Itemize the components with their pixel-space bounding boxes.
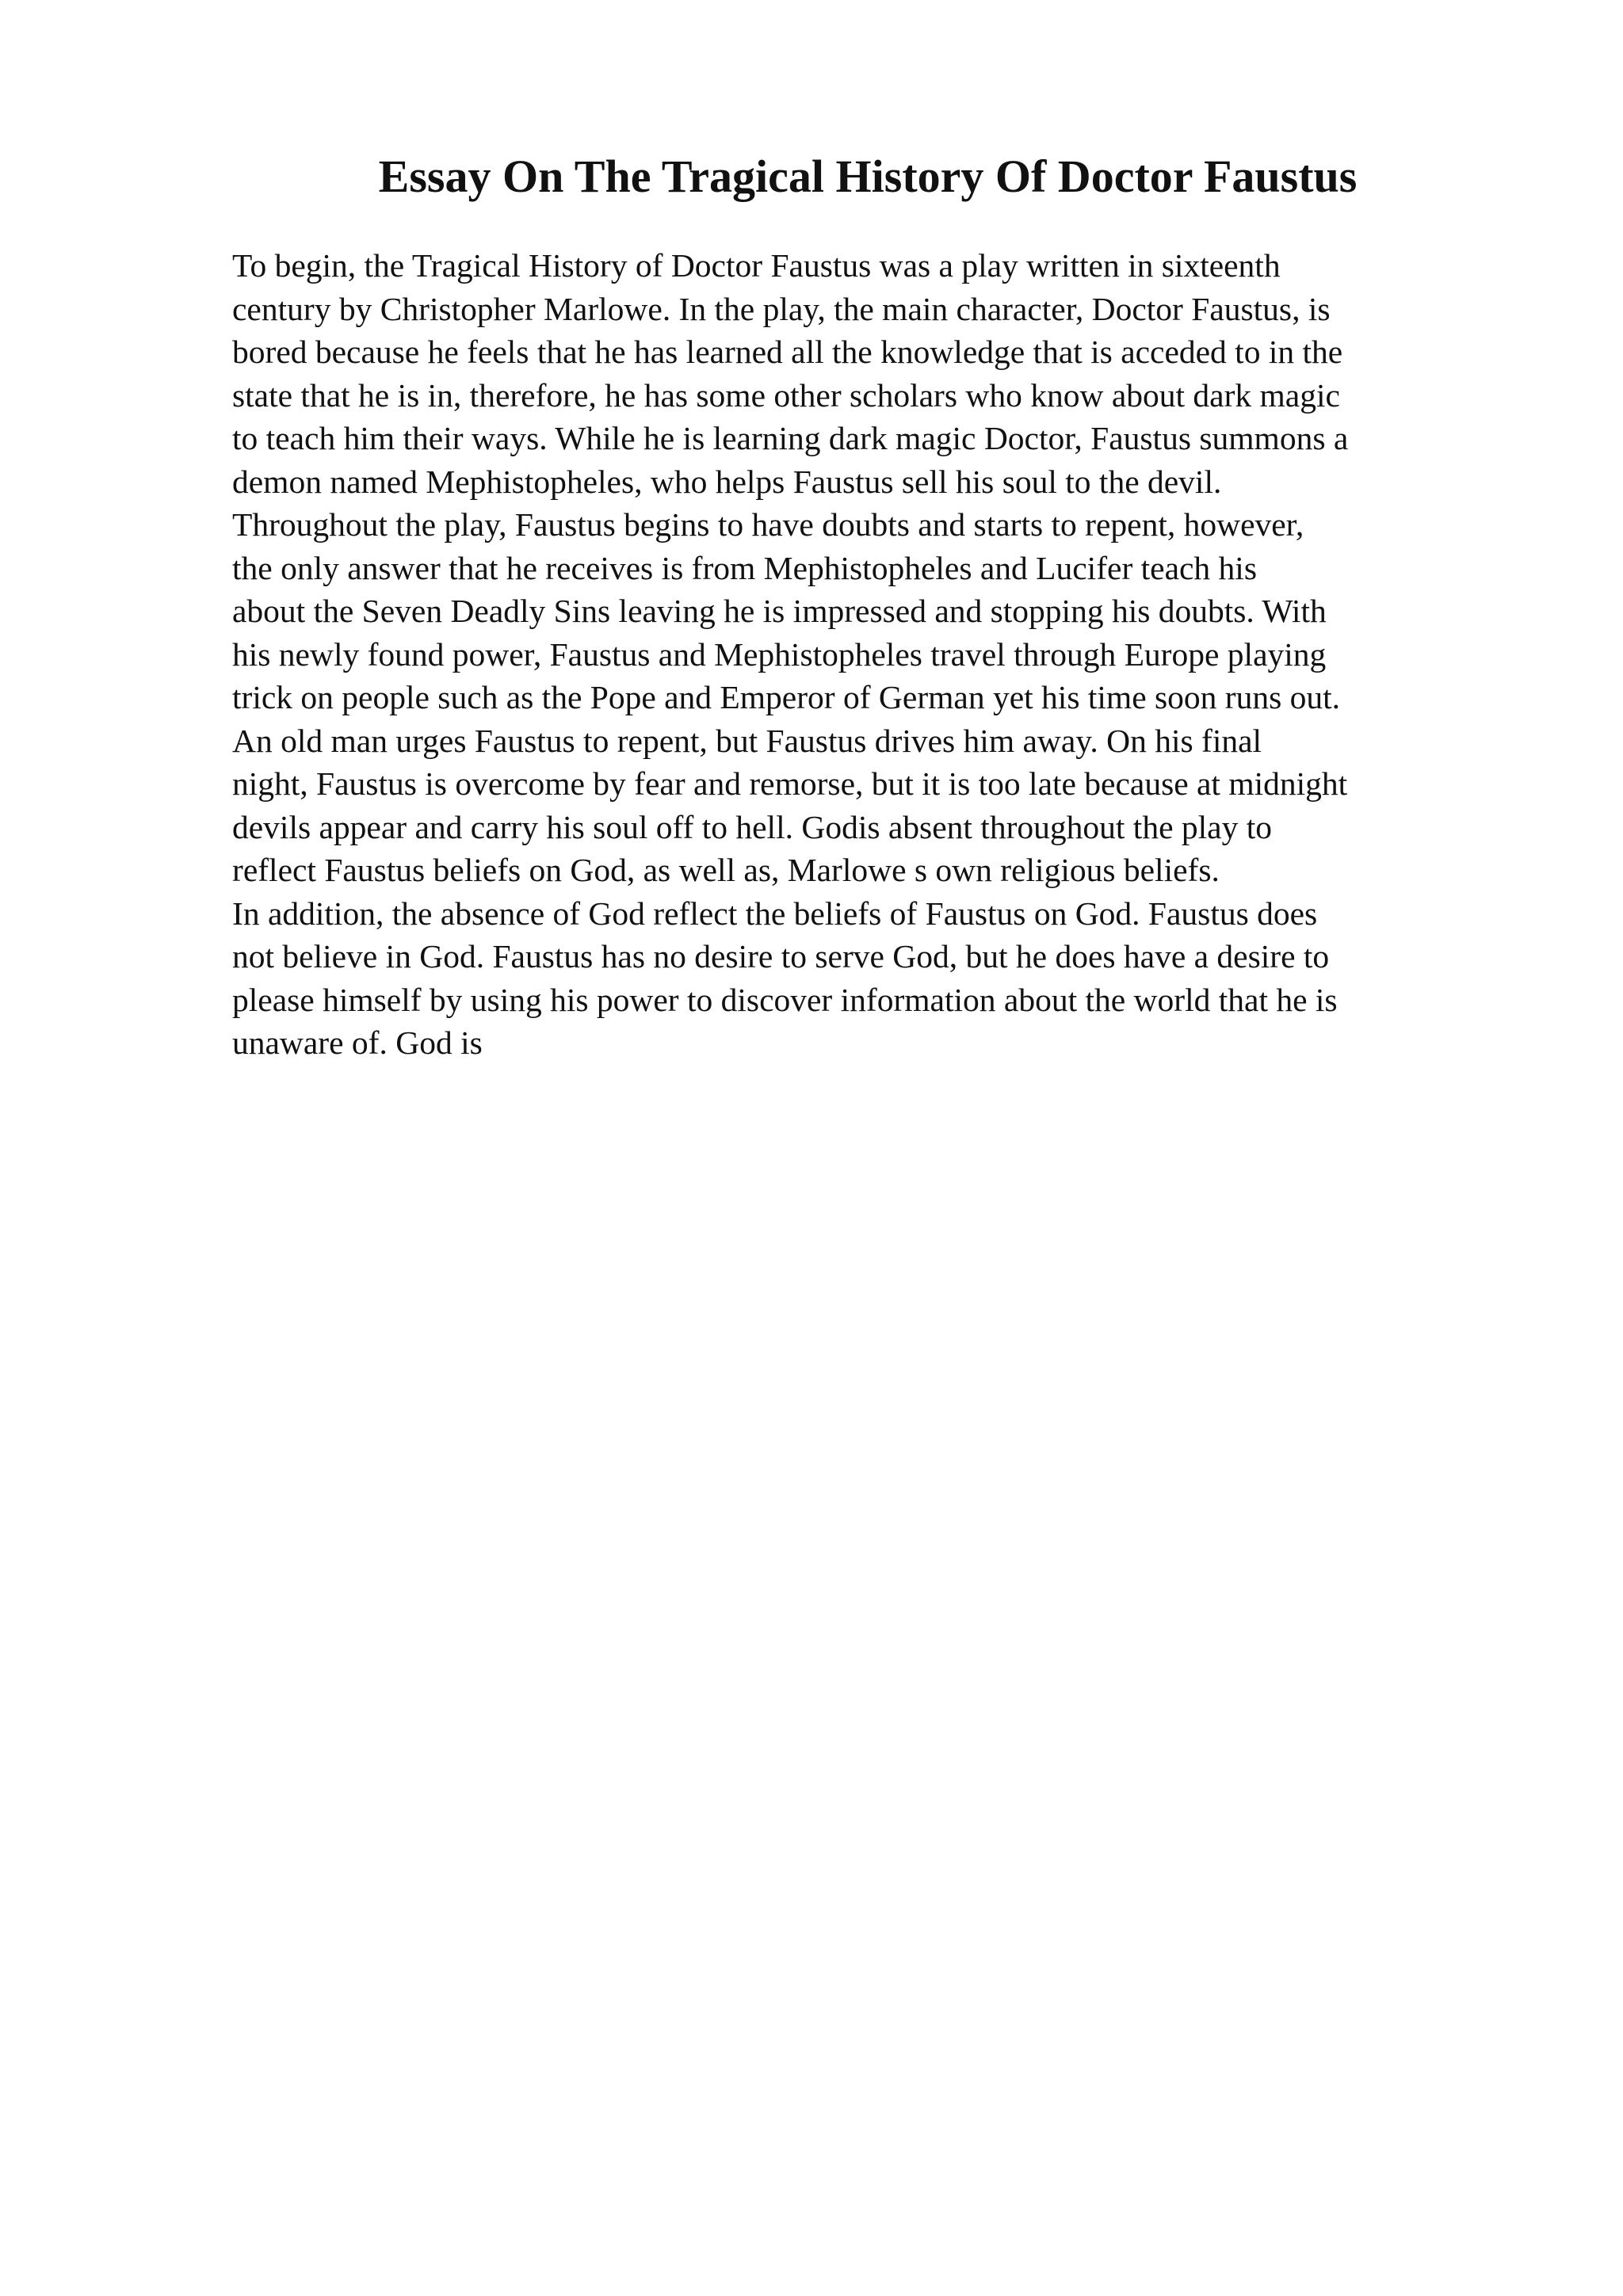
- body-line: In addition, the absence of God reflect the beliefs of Faustus on God. Faustus does: [232, 894, 1318, 932]
- essay-title: Essay On The Tragical History Of Doctor Faustus: [378, 151, 1358, 202]
- body-line: the only answer that he receives is from Mephistopheles and Lucifer teach his: [232, 549, 1257, 586]
- body-line: century by Christopher Marlowe. In the play, the main character, Doctor Faustus, is: [232, 290, 1331, 327]
- body-line: his newly found power, Faustus and Mephistopheles travel through Europe playing: [232, 635, 1327, 673]
- body-line: devils appear and carry his soul off to hell. Godis absent throughout the play to: [232, 808, 1272, 845]
- body-line: not believe in God. Faustus has no desire to serve God, but he does have a desire to: [232, 938, 1330, 974]
- body-line: about the Seven Deadly Sins leaving he is impressed and stopping his doubts. With: [232, 593, 1327, 629]
- body-line: An old man urges Faustus to repent, but Faustus drives him away. On his final: [232, 722, 1262, 759]
- body-line: night, Faustus is overcome by fear and remorse, but it is too late because at midnight: [232, 765, 1348, 802]
- body-line: please himself by using his power to discover information about the world that he is: [232, 981, 1338, 1018]
- body-line: unaware of. God is: [232, 1024, 483, 1061]
- body-line: to teach him their ways. While he is learning dark magic Doctor, Faustus summons a: [232, 420, 1349, 456]
- body-line: bored because he feels that he has learned all the knowledge that is acceded to in the: [232, 334, 1343, 370]
- body-line: demon named Mephistopheles, who helps Faustus sell his soul to the devil.: [232, 463, 1222, 500]
- body-line: To begin, the Tragical History of Doctor Faustus was a play written in sixteenth: [232, 247, 1281, 284]
- essay-body: [232, 244, 1595, 1065]
- body-line: state that he is in, therefore, he has some other scholars who know about dark magic: [232, 376, 1340, 414]
- body-line: reflect Faustus beliefs on God, as well as, Marlowe s own religious beliefs.: [232, 852, 1220, 888]
- body-line: trick on people such as the Pope and Emperor of German yet his time soon runs out.: [232, 679, 1341, 715]
- body-line: Throughout the play, Faustus begins to have doubts and starts to repent, however,: [232, 506, 1304, 543]
